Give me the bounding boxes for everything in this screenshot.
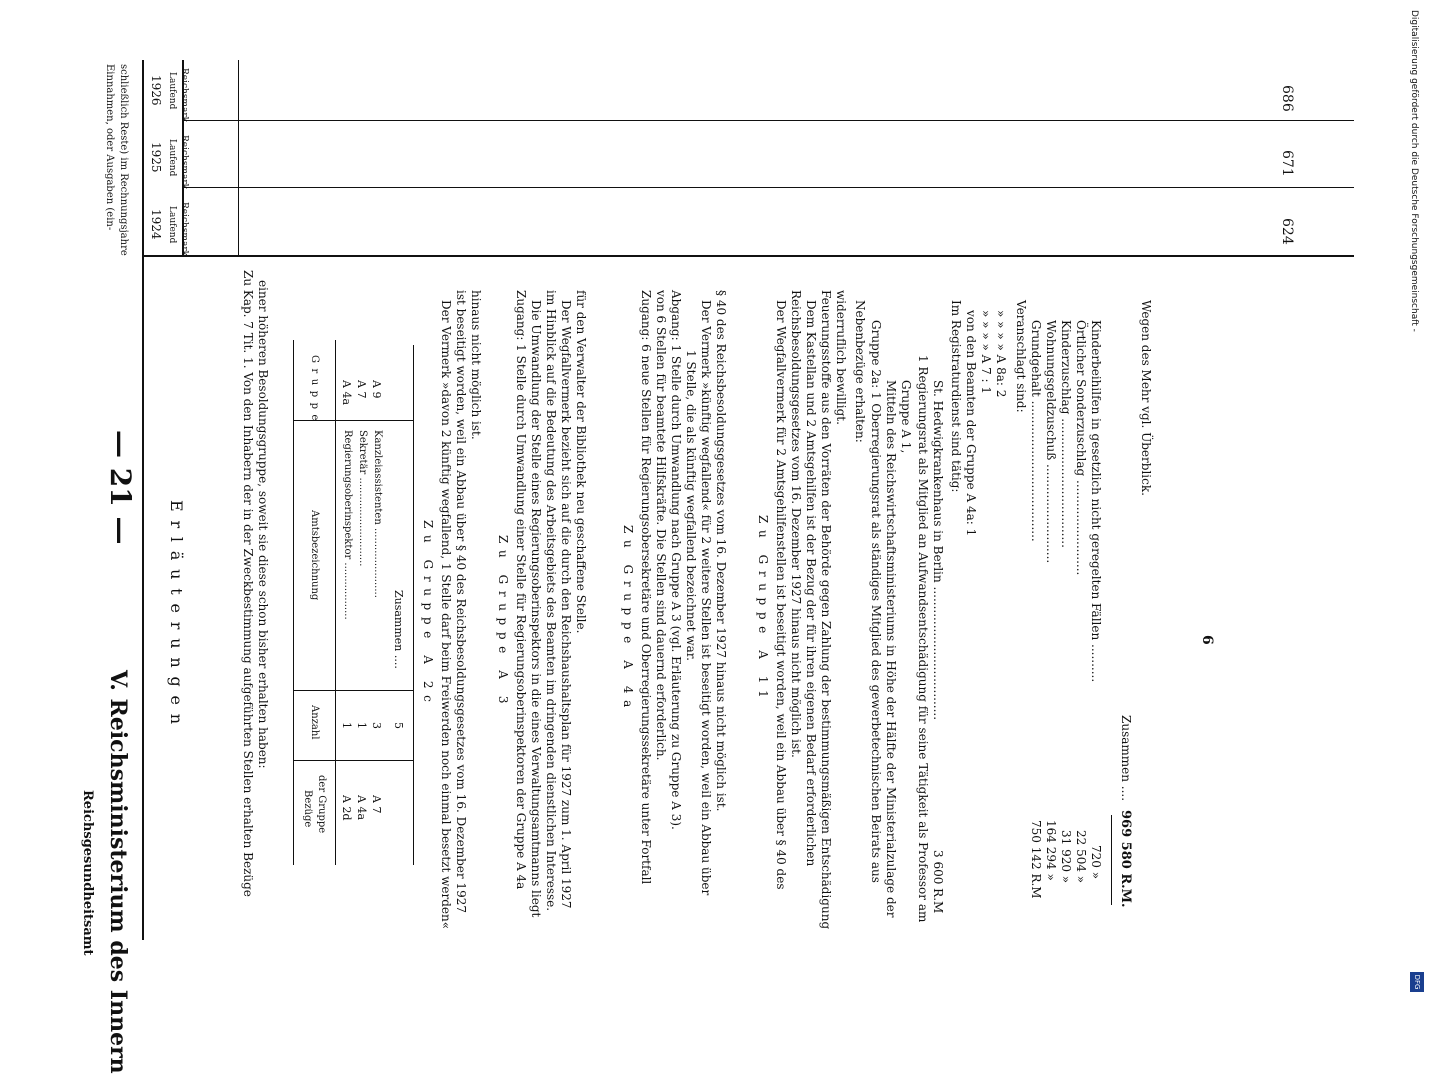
neben-line-5: St. Hedwigkrankenhaus in Berlin ................................... bbox=[931, 380, 945, 721]
table-sum-value: 5 bbox=[392, 722, 405, 729]
group-a3-line-2: Die Umwandlung der Stelle eines Regierungsoberinspektors in die eines Verwaltungsamtmanns liegt bbox=[529, 300, 543, 918]
page-number: — 21 — bbox=[104, 430, 137, 545]
sheet-number: 6 bbox=[1199, 635, 1215, 645]
sub-heading-1-b: Reichsmark bbox=[179, 68, 189, 123]
neben-line-7: von den Beamten der Gruppe A 4a: 1 bbox=[964, 310, 978, 537]
left-table-heading-2: schließlich Reste) im Rechnungsjahre bbox=[118, 64, 129, 256]
veranschlagt-sum-rule bbox=[1111, 815, 1112, 905]
left-table-heading-1: Einnahmen, oder Ausgaben (ein- bbox=[104, 64, 115, 231]
row-2-anzahl: 1 bbox=[355, 722, 368, 729]
neben-line-1: Gruppe 2a: 1 Oberregierungsrat als ständiges Mitglied des gewerbetechnischen Beirats aus bbox=[869, 320, 883, 883]
year-1926: 1926 bbox=[149, 75, 163, 106]
group-a4a-line-2: von 6 Stellen für beamtete Hilfskräfte. Die Stellen sind dauernd erforderlich. bbox=[654, 290, 668, 761]
veranschlagt-amount-4: 22 504 » bbox=[1074, 830, 1088, 884]
group-a4a-line-6: § 40 des Reichsbesoldungsgesetzes vom 16. Dezember 1927 hinaus nicht möglich ist. bbox=[714, 290, 728, 812]
veranschlagt-item-5: Kinderbeihilfen in gesetzlich nicht geregelten Fällen .......... bbox=[1089, 320, 1103, 683]
table-header-anzahl: Anzahl bbox=[309, 705, 320, 740]
group-a2c-title: Zu Gruppe A 2c bbox=[421, 520, 435, 709]
veranschlagt-amount-2: 164 294 » bbox=[1044, 820, 1058, 881]
group-a4a-line-4: 1 Stelle, die als künftig wegfallend bezeichnet war. bbox=[684, 350, 698, 661]
group-a4a-title: Zu Gruppe A 4a bbox=[621, 525, 635, 714]
table-header-gruppe: Gruppe bbox=[309, 355, 320, 426]
group-a11-line-5: widerruflich bewilligt. bbox=[834, 290, 848, 425]
veranschlagt-item-2: Wohnungsgeldzuschuß .......................... bbox=[1044, 320, 1058, 564]
group-a4a-line-1: Zugang: 6 neue Stellen für Regierungsobersekretäre und Oberregierungssekretäre unter Fortfall bbox=[639, 290, 653, 885]
sub-heading-3-b: Reichsmark bbox=[179, 202, 189, 257]
group-a4a-line-3: Abgang: 1 Stelle durch Umwandlung nach Gruppe A 3 (vgl. Erläuterung zu Gruppe A 3). bbox=[669, 290, 683, 830]
header-rule bbox=[142, 60, 144, 940]
group-a3-line-3: im Hinblick auf die Bedeutung des Arbeitsgebiets des Beamten im dringenden dienstlichen Interesse. bbox=[544, 290, 558, 912]
veranschlagt-item-1: Grundgehalt ..................................... bbox=[1029, 320, 1043, 542]
row-3-amt: Kanzleiassistenten ...................... bbox=[372, 430, 383, 598]
inner-table-v3 bbox=[294, 760, 414, 761]
table-header-amt: Amtsbezeichnung bbox=[309, 510, 320, 601]
kap-line-1: Zu Kap. 7 Tit. 1. Von den Inhabern der in der Zweckbestimmung aufgeführten Stellen erhalten Bezüge bbox=[241, 270, 255, 897]
row-1-gruppe: A 4a bbox=[340, 380, 353, 405]
neben-line-6: Im Registraturdienst sind tätig: bbox=[949, 300, 963, 493]
neben-line-3: Gruppe A 1, bbox=[899, 380, 913, 454]
row-2-amt: Sekretär ............................ bbox=[357, 430, 368, 567]
group-a2c-line-1: Der Vermerk »davon 2 künftig wegfallend, 1 Stelle darf beim Freiwerden noch einmal besetzt werden« bbox=[439, 300, 453, 930]
group-a3-line-5: für den Verwalter der Bibliothek neu geschaffene Stelle. bbox=[574, 290, 588, 634]
inner-table-bottom bbox=[413, 345, 414, 865]
group-a11-line-4: Feuerungsstoffe aus den Vorräten der Behörde gegen Zahlung der bestimmungsmäßigen Entschädigung bbox=[819, 290, 833, 930]
inner-table-v2 bbox=[294, 690, 414, 691]
table-header-bezuege-2: der Gruppe bbox=[316, 775, 327, 834]
value-1926: 686 bbox=[1279, 85, 1295, 112]
neben-line-9: » » » » A 8a: 2 bbox=[994, 310, 1008, 398]
row-2-bezuege: A 4a bbox=[355, 795, 368, 820]
neben-title: Nebenbezüge erhalten: bbox=[853, 300, 867, 443]
neben-line-2: Mitteln des Reichswirtschaftsministeriums in Höhe der Hälfte der Ministerialzulage der bbox=[884, 380, 898, 918]
value-1924: 624 bbox=[1279, 218, 1295, 245]
neben-line-8: » » » » A 7 : 1 bbox=[979, 310, 993, 395]
sub-heading-3-a: Laufend bbox=[167, 206, 177, 244]
left-table-head-rule bbox=[238, 60, 239, 255]
mehr-note: Wegen des Mehr vgl. Überblick. bbox=[1139, 300, 1153, 496]
left-table-v3 bbox=[144, 255, 1354, 257]
inner-table-head bbox=[335, 340, 336, 865]
sub-heading-2-b: Reichsmark bbox=[179, 135, 189, 190]
group-a2c-line-2: ist beseitigt worden, weil ein Abbau über § 40 des Reichsbesoldungsgesetzes vom 16. Dezember 1927 bbox=[454, 290, 468, 913]
veranschlagt-amount-3: 31 920 » bbox=[1059, 830, 1073, 884]
table-header-bezuege-1: Bezüge bbox=[302, 790, 313, 828]
veranschlagt-item-4: Örtlicher Sonderzuschlag ......................... bbox=[1074, 320, 1088, 576]
row-1-bezuege: A 2d bbox=[340, 795, 353, 821]
table-sum-label: Zusammen .... bbox=[392, 590, 405, 669]
veranschlagt-total-amount: 969 580 R.M. bbox=[1118, 810, 1133, 908]
left-table-v2 bbox=[184, 187, 1354, 188]
year-1925: 1925 bbox=[149, 142, 163, 173]
veranschlagt-amount-5: 720 » bbox=[1089, 845, 1103, 880]
section-heading: Erläuterungen bbox=[167, 500, 186, 733]
row-3-anzahl: 3 bbox=[370, 722, 383, 729]
dfg-logo: DFG bbox=[1410, 972, 1424, 992]
sub-heading-2-a: Laufend bbox=[167, 139, 177, 177]
neben-amount: 3 600 R.M bbox=[931, 850, 945, 914]
inner-table-top bbox=[293, 340, 294, 865]
office-title: Reichsgesundheitsamt bbox=[80, 790, 95, 956]
group-a11-line-3: Dem Kastellan und 2 Amtsgehilfen ist der Bezug der für ihren eigenen Bedarf erforderlichen bbox=[804, 300, 818, 867]
veranschlagt-item-3: Kinderzuschlag .................................. bbox=[1059, 320, 1073, 548]
neben-line-4: 1 Regierungsrat als Mitglied an Aufwandsentschädigung für seine Tätigkeit als Professor am bbox=[916, 355, 930, 923]
group-a3-title: Zu Gruppe A 3 bbox=[496, 535, 510, 711]
veranschlagt-total-label: Zusammen .... bbox=[1119, 715, 1133, 802]
row-1-amt: Regierungsoberinspektor .................. bbox=[342, 430, 353, 620]
row-2-gruppe: A 7 bbox=[355, 380, 368, 399]
value-1925: 671 bbox=[1279, 150, 1295, 177]
group-a11-line-2: Reichsbesoldungsgesetzes vom 16. Dezember 1927 hinaus nicht möglich ist. bbox=[789, 290, 803, 758]
group-a11-line-1: Der Wegfallvermerk für 2 Amtsgehilfenstellen ist beseitigt worden, weil ein Abbau über § 40 des bbox=[774, 300, 788, 890]
sub-heading-1-a: Laufend bbox=[167, 72, 177, 110]
digitalisierung-note: Digitalisierung gefördert durch die Deutsche Forschungsgemeinschaft - bbox=[1409, 10, 1419, 332]
row-3-gruppe: A 9 bbox=[370, 380, 383, 399]
group-a3-line-4: Der Wegfallvermerk bezieht sich auf die durch den Reichshaushaltsplan für 1927 zum 1. April 1927 bbox=[559, 300, 573, 909]
group-a4a-line-5: Der Vermerk »künftig wegfallend« für 2 weitere Stellen ist beseitigt worden, weil ein Abbau über bbox=[699, 300, 713, 896]
group-a3-line-1: Zugang: 1 Stelle durch Umwandlung einer Stelle für Regierungsoberinspektoren der Gruppe A 4a bbox=[514, 290, 528, 890]
ministry-title: V. Reichsministerium des Innern bbox=[105, 670, 131, 1074]
row-1-anzahl: 1 bbox=[340, 722, 353, 729]
row-3-bezuege: A 7 bbox=[370, 795, 383, 814]
year-1924: 1924 bbox=[149, 209, 163, 240]
kap-line-2: einer höheren Besoldungsgruppe, soweit sie diese schon bisher erhalten haben: bbox=[256, 280, 270, 769]
veranschlagt-amount-1: 750 142 R.M bbox=[1029, 820, 1043, 899]
group-a2c-line-3: hinaus nicht möglich ist. bbox=[469, 290, 483, 440]
veranschlagt-title: Veranschlagt sind: bbox=[1014, 300, 1028, 413]
group-a11-title: Zu Gruppe A 11 bbox=[756, 515, 770, 705]
left-table-v1 bbox=[184, 120, 1354, 121]
